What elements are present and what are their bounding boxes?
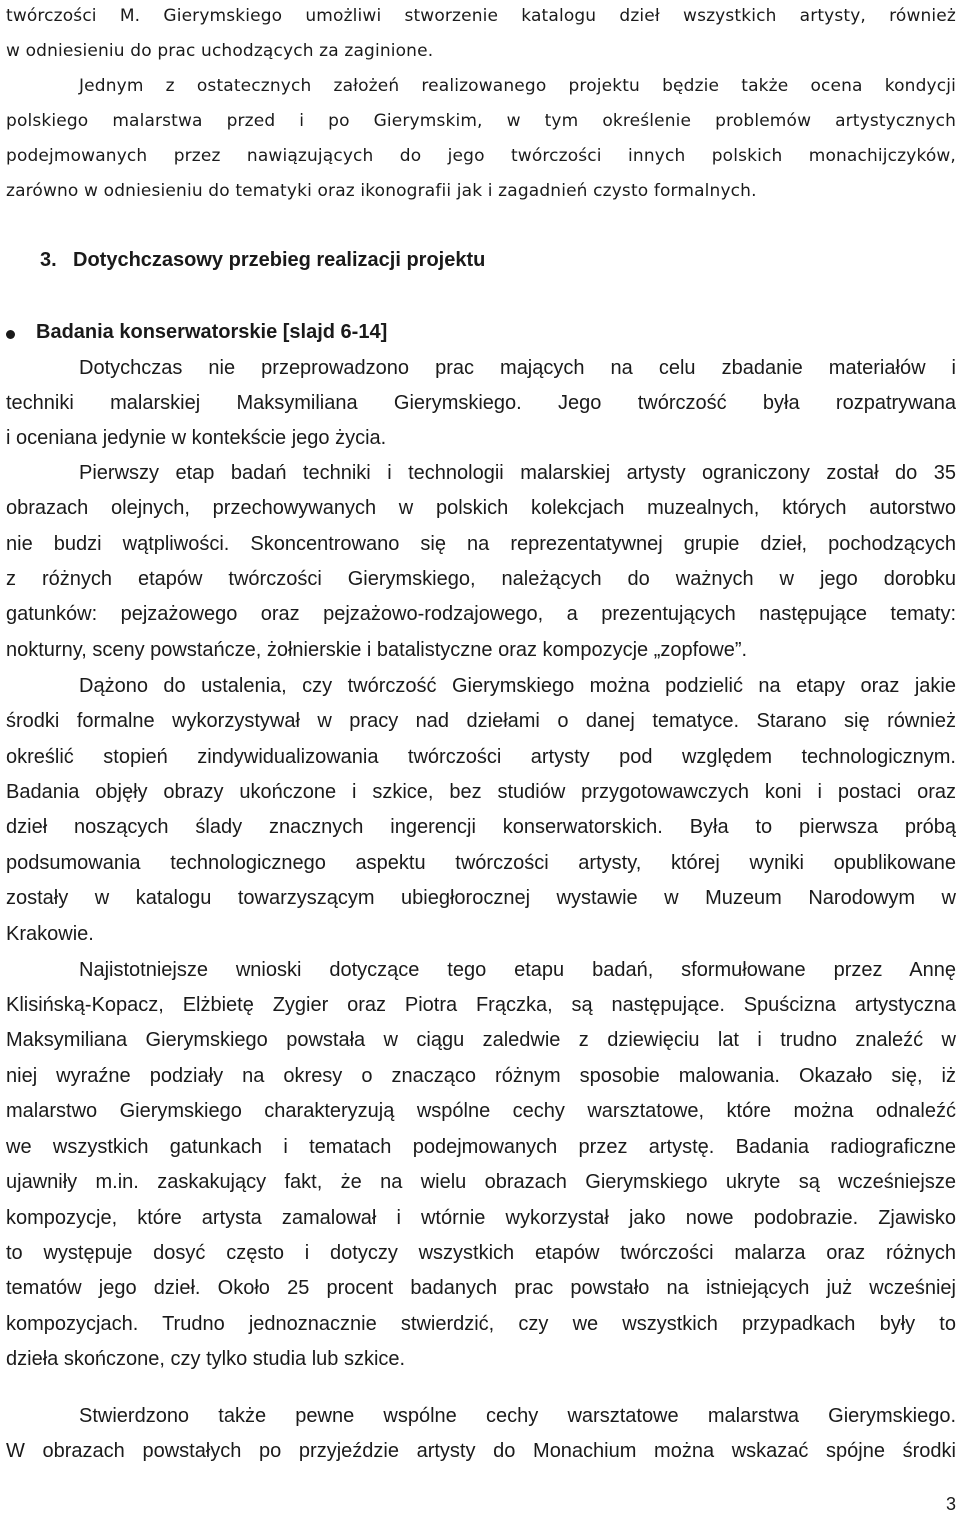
text-line: dzieła skończone, czy tylko studia lub szkice.: [6, 1348, 406, 1370]
bullet-label: Badania konserwatorskie [slajd 6-14]: [36, 321, 388, 343]
text-line: i oceniana jedynie w kontekście jego życia.: [6, 427, 387, 449]
text-line: nie budzi wątpliwości. Skoncentrowano się na reprezentatywnej grupie dzieł, pochodzących: [6, 533, 956, 555]
text-line: określić stopień zindywidualizowania twórczości artysty pod względem technologicznym.: [6, 746, 956, 768]
text-line: we wszystkich gatunkach i tematach podejmowanych przez artystę. Badania radiograficzne: [6, 1136, 956, 1158]
text-line: podejmowanych przez nawiązujących do jego twórczości innych polskich monachijczyków,: [6, 146, 956, 166]
text-line: Dążono do ustalenia, czy twórczość Gierymskiego można podzielić na etapy oraz jakie: [79, 675, 956, 697]
text-line: to występuje dosyć często i dotyczy wszystkich etapów twórczości malarza oraz różnych: [6, 1242, 956, 1264]
text-line: zarówno w odniesieniu do tematyki oraz ikonografii jak i zagadnień czysto formalnych.: [6, 181, 757, 201]
text-line: kompozycje, które artysta zamalował i wtórnie wykorzystał jako nowe podobrazie. Zjawisko: [6, 1207, 956, 1229]
text-line: nokturny, sceny powstańcze, żołnierskie i batalistyczne oraz kompozycje „zopfowe”.: [6, 639, 748, 661]
text-line: Pierwszy etap badań techniki i technologii malarskiej artysty ograniczony został do 35: [79, 462, 956, 484]
section-title: Dotychczasowy przebieg realizacji projektu: [73, 249, 486, 271]
text-line: obrazach olejnych, przechowywanych w polskich kolekcjach muzealnych, których autorstwo: [6, 497, 956, 519]
text-line: kompozycjach. Trudno jednoznacznie stwierdzić, czy we wszystkich przypadkach były to: [6, 1313, 956, 1335]
text-line: Maksymiliana Gierymskiego powstała w ciągu zaledwie z dziewięciu lat i trudno znaleźć w: [6, 1029, 956, 1051]
text-line: Badania objęły obrazy ukończone i szkice, bez studiów przygotowawczych koni i postaci oraz: [6, 781, 956, 803]
text-line: W obrazach powstałych po przyjeździe artysty do Monachium można wskazać spójne środki: [6, 1440, 956, 1462]
page-number: 3: [946, 1494, 957, 1514]
text-line: dzieł noszących ślady znacznych ingerencji konserwatorskich. Była to pierwsza próbą: [6, 816, 956, 838]
text-line: podsumowania technologicznego aspektu twórczości artysty, której wyniki opublikowane: [6, 852, 956, 874]
section-heading: [40, 248, 940, 272]
text-line: niej wyraźne podziały na okresy o znacząco różnym sposobie malowania. Okazało się, iż: [6, 1065, 956, 1087]
text-line: gatunków: pejzażowego oraz pejzażowo-rodzajowego, a prezentujących następujące tematy:: [6, 603, 956, 625]
text-line: z różnych etapów twórczości Gierymskiego, należących do ważnych w jego dorobku: [6, 568, 956, 590]
text-line: Stwierdzono także pewne wspólne cechy warsztatowe malarstwa Gierymskiego.: [79, 1405, 956, 1427]
text-line: malarstwo Gierymskiego charakteryzują wspólne cechy warsztatowe, które można odnaleźć: [6, 1100, 956, 1122]
text-line: Jednym z ostatecznych założeń realizowanego projektu będzie także ocena kondycji: [79, 76, 956, 96]
text-line: środki formalne wykorzystywał w pracy nad dziełami o danej tematyce. Starano się również: [6, 710, 956, 732]
text-line: techniki malarskiej Maksymiliana Gierymskiego. Jego twórczość była rozpatrywana: [6, 392, 956, 414]
text-line: w odniesieniu do prac uchodzących za zaginione.: [6, 41, 434, 61]
text-line: polskiego malarstwa przed i po Gierymskim, w tym określenie problemów artystycznych: [6, 111, 956, 131]
bullet-icon: [6, 330, 15, 339]
text-line: Dotychczas nie przeprowadzono prac mających na celu zbadanie materiałów i: [79, 357, 956, 379]
text-line: Klisińską-Kopacz, Elżbietę Zygier oraz Piotra Frączka, są następujące. Spuścizna artystyczna: [6, 994, 956, 1016]
text-line: Najistotniejsze wnioski dotyczące tego etapu badań, sformułowane przez Annę: [79, 959, 956, 981]
text-line: tematów jego dzieł. Około 25 procent badanych prac powstało na istniejących już wcześniej: [6, 1277, 956, 1299]
text-line: zostały w katalogu towarzyszącym ubiegłorocznej wystawie w Muzeum Narodowym w: [6, 887, 956, 909]
section-number: 3.: [40, 249, 57, 271]
text-line: twórczości M. Gierymskiego umożliwi stworzenie katalogu dzieł wszystkich artysty, również: [6, 6, 956, 26]
text-line: ujawniły m.in. zaskakujący fakt, że na wielu obrazach Gierymskiego ukryte są wcześniejsze: [6, 1171, 956, 1193]
text-line: Krakowie.: [6, 923, 94, 945]
